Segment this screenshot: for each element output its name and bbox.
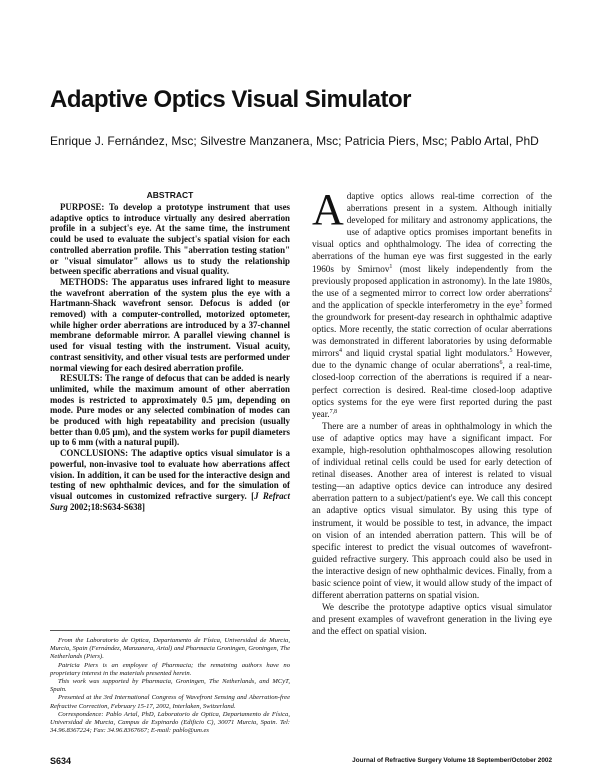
citation-journal: J Refract Surg xyxy=(50,490,290,512)
p1-text-d: formed the groundwork for present-day research in ophthalmic adaptive optics. More recently, the static correction of ocular aberrations was demonstrated in different laboratories by using deformable mirrors xyxy=(312,299,552,359)
journal-footer: Journal of Refractive Surgery Volume 18 September/October 2002 xyxy=(352,757,552,764)
purpose-text: To develop a prototype instrument that uses adaptive optics to introduce virtually any desired aberration profile in a subject's eye. At the same time, the instrument could be used to evaluate the subject's spatial vision for each controlled aberration profile. This "aberration testing station" or "visual simulator" allows us to study the relationship between specific aberrations and visual quality. xyxy=(50,202,290,277)
footnote-funding: This work was supported by Pharmacia, Groningen, The Netherlands, and MCyT, Spain. xyxy=(50,678,290,694)
methods-text: The apparatus uses infrared light to measure the wavefront aberration of the system plus the eye with a Hartmann-Shack wavefront sensor. Defocus is added (or removed) with a computer-controlled, motorized optometer, while higher order aberrations are introduced by a 37-channel membrane deformable mirror. A parallel viewing channel is used for visual testing with the instrument. Visual acuity, contrast sensitivity, and other visual tests are performed under normal viewing for each desired aberration profile. xyxy=(50,276,290,373)
author-list: Enrique J. Fernández, Msc; Silvestre Manzanera, Msc; Patricia Piers, Msc; Pablo Artal, PhD xyxy=(50,134,539,148)
body-paragraph-1 xyxy=(312,185,552,420)
conclusions-label: CONCLUSIONS: xyxy=(60,448,129,459)
abstract-heading: ABSTRACT xyxy=(146,190,194,200)
p1-text-a: daptive optics allows real-time correction of the aberrations present in a system. Although initially developed for military and astronomy applications, the use of adaptive optics promises important benefits in visual optics and ophthalmology. The idea of correcting the aberrations of the human eye was first suggested in the early 1960s by Smirnov xyxy=(312,191,552,274)
purpose-label: PURPOSE: xyxy=(60,202,105,212)
ref-4: 4 xyxy=(339,348,343,355)
ref-5: 5 xyxy=(509,348,513,355)
footnote-affiliation: From the Laboratorio de Optica, Departamento de Física, Universidad de Murcia, Murcia, Spain (Fernández, Manzanera, Artal) and Pharmacia Groningen, Groningen, The Netherlands (Piers). xyxy=(50,637,290,661)
results-text: The range of defocus that can be added is nearly unlimited, while the maximum amount of other aberration modes is restricted to approximately 0.5 µm, depending on mode. Pure modes or any selected combination of modes can be produced with high repeatability and precision (usually better than 0.05 µm), and the system works for pupil diameters up to 6 mm (with a natural pupil). xyxy=(50,373,290,448)
footnote-presentation: Presented at the 3rd International Congress of Wavefront Sensing and Aberration-free Refractive Correction, February 15-17, 2002, Interlaken, Switzerland. xyxy=(50,694,290,710)
citation-open: [ xyxy=(246,490,255,501)
p1-text-e: and liquid crystal spatial light modulators. xyxy=(342,348,510,359)
p1-text-c: and the application of speckle interferometry in the eye xyxy=(312,299,520,310)
abstract-conclusions xyxy=(50,448,290,512)
ref-6: 6 xyxy=(499,360,503,367)
conclusions-text: The adaptive optics visual simulator is a powerful, non-invasive tool to evaluate how aberrations affect vision. In addition, it can be used for the interactive design and testing of new ophthalmic devices, and for the simulation of visual outcomes in customized refractive surgery. xyxy=(50,448,290,501)
ref-2: 2 xyxy=(549,287,552,294)
footnote-divider xyxy=(50,630,290,631)
abstract-methods xyxy=(50,277,290,373)
ref-7-8: 7,8 xyxy=(329,408,338,415)
article-title: Adaptive Optics Visual Simulator xyxy=(50,86,411,113)
p1-text-b: (most likely independently from the previously proposed application in astronomy). In the late 1980s, the use of a segmented mirror to correct low order aberrations xyxy=(312,263,552,298)
footnote-disclosure: Patricia Piers is an employee of Pharmacia; the remaining authors have no proprietary interest in the materials presented herein. xyxy=(50,661,290,677)
p1-text-g: , a real-time, closed-loop correction of the aberrations is required if a near-perfect correction is desired. Real-time closed-loop adaptive optics systems for the eye were first reported during the past year. xyxy=(312,360,552,419)
abstract-results xyxy=(50,373,290,448)
abstract-column xyxy=(50,190,290,512)
methods-label: METHODS: xyxy=(60,276,109,287)
body-column xyxy=(312,185,552,637)
ref-3: 3 xyxy=(519,299,523,306)
ref-1: 1 xyxy=(389,263,393,270)
page-number: S634 xyxy=(50,756,72,766)
body-paragraph-2: There are a number of areas in ophthalmology in which the use of adaptive optics may have a significant impact. For example, high-resolution ophthalmoscopes allowing resolution of individual retinal cells could be used for early detection of retinal diseases. Another area of interest is related to visual testing—an adaptive optics device can introduce any desired aberration pattern to a subject/patient's eye. We call this concept an adaptive optics visual simulator. By using this type of instrument, it would be possible to test, in advance, the impact on vision of an intended aberration pattern. This will be of specific interest to predict the visual outcomes of wavefront-guided refractive surgery. This approach could also be used in the interactive design of new ophthalmic devices. Finally, from a basic science point of view, it would allow study of the impact of different aberration patterns on spatial vision. xyxy=(312,420,552,601)
results-label: RESULTS: xyxy=(60,373,103,384)
abstract-purpose xyxy=(50,202,290,277)
drop-cap: A xyxy=(312,185,344,234)
footnote-correspondence: Correspondence: Pablo Artal, PhD, Laboratorio de Optica, Departamento de Física, Universidad de Murcia, Campus de Espinardo (Edificio C), 30071 Murcia, Spain. Tel: 34.96.8367224; Fax: 34.96.8367667; E-mail: pablo@um.es xyxy=(50,710,290,735)
citation-rest: 2002;18:S634-S638] xyxy=(67,501,145,512)
body-paragraph-3: We describe the prototype adaptive optics visual simulator and present examples of wavefront generation in the living eye and the effect on spatial vision. xyxy=(312,602,552,637)
footnotes xyxy=(50,637,290,735)
p1-text-f: However, due to the dynamic change of ocular aberrations xyxy=(312,348,552,371)
